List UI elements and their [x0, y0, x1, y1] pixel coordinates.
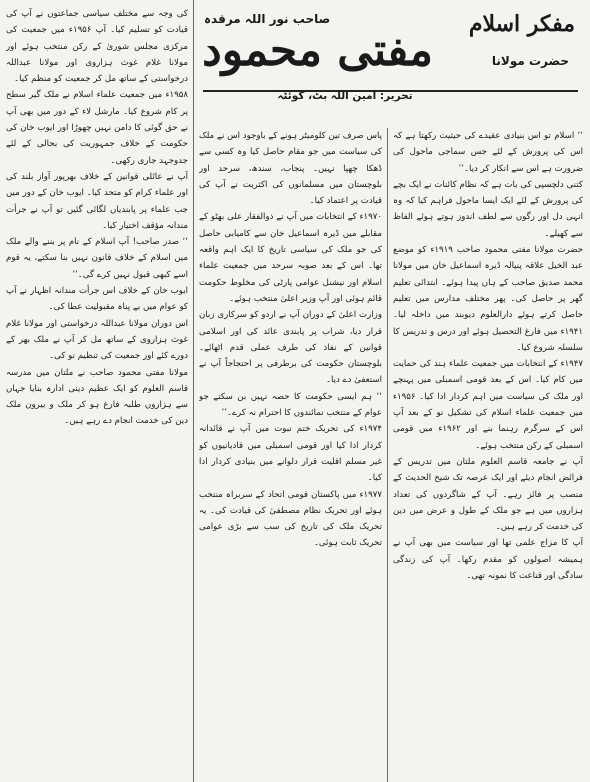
- column-middle: [199, 128, 382, 778]
- paragraph: حضرت مولانا مفتی محمود صاحب ۱۹۱۹ء کو موضع عبد الخیل علاقہ پنیالہ ڈیرہ اسماعیل خان میں مولانا محمد صدیق صاحب کے ہاں پیدا ہوئے۔ ابتدائی تعلیم گھر پر حاصل کی۔ پھر مختلف مدارس میں تعلیم حاصل کرتے ہوئے دارالعلوم دیوبند میں داخلہ لیا۔ ۱۹۴۱ء میں فارغ التحصیل ہوئے اور درس و تدریس کا سلسلہ شروع کیا۔: [393, 245, 583, 353]
- column-right: [393, 128, 583, 778]
- author-byline: تحریر: امین اللہ بٹ، کوئٹہ: [277, 90, 413, 102]
- masthead-title-line: [469, 10, 575, 38]
- paragraph: ۱۹۵۸ء میں جمعیت علماء اسلام نے ملک گیر سطح پر کام شروع کیا۔ مارشل لاء کے دور میں بھی آپ نے حق گوئی کا دامن نہیں چھوڑا اور ایوب خان کی حکومت کے خلاف جمہوریت کی بحالی کے لئے جدوجہد جاری رکھی۔: [6, 90, 188, 166]
- paragraph: وزارت اعلیٰ کے دوران آپ نے اردو کو سرکاری زبان قرار دیا، شراب پر پابندی عائد کی اور اسلامی قوانین کے نفاذ کی طرف عملی قدم اٹھائے۔ بلوچستان حکومت کی برطرفی پر احتجاجاً آپ نے استعفیٰ دے دیا۔: [199, 310, 382, 386]
- paragraph: ‘‘ صدر صاحب! آپ اسلام کے نام پر بننے والے ملک میں اسلام کے خلاف قانون نہیں بنا سکتے، یہ قوم اسے کبھی قبول نہیں کرے گی۔’’: [6, 237, 188, 280]
- paragraph: مولانا مفتی محمود صاحب نے ملتان میں مدرسہ قاسم العلوم کو ایک عظیم دینی ادارہ بنایا جہاں سے ہزاروں طلبہ فارغ ہو کر ملک و بیرون ملک دین کی خدمت انجام دے رہے ہیں۔: [6, 367, 188, 427]
- paragraph: ‘‘ اسلام تو اس بنیادی عقیدے کی حیثیت رکھتا ہے کہ اس کی پرورش کے لئے جس سماجی ماحول کی ضرورت ہے اس سے انکار کر دیا۔’’: [393, 131, 583, 174]
- column-rule-left: [193, 0, 194, 782]
- paragraph: ۱۹۷۴ء کی تحریک ختم نبوت میں آپ نے قائدانہ کردار ادا کیا اور قومی اسمبلی میں قادیانیوں کو غیر مسلم اقلیت قرار دلوانے میں بنیادی کردار ادا کیا۔: [199, 424, 382, 484]
- paragraph: آپ کا مزاج علمی تھا اور سیاست میں بھی آپ نے ہمیشہ اصولوں کو مقدم رکھا۔ آپ کی زندگی سادگی اور قناعت کا نمونہ تھی۔: [393, 538, 583, 582]
- paragraph: ۱۹۷۷ء میں پاکستان قومی اتحاد کے سربراہ منتخب ہوئے اور تحریک نظام مصطفیٰ کی قیادت کی۔ یہ تحریک ملک کی تاریخ کی سب سے بڑی عوامی تحریک ثابت ہوئی۔: [199, 489, 382, 549]
- column-rule-right: [387, 128, 388, 782]
- masthead-name: مفتی محمود: [202, 25, 433, 76]
- paragraph: ۱۹۷۰ء کے انتخابات میں آپ نے ذوالفقار علی بھٹو کے مقابلے میں ڈیرہ اسماعیل خان سے کامیابی حاصل کی جو ملک کی سیاسی تاریخ کا ایک اہم واقعہ تھا۔ اس کے بعد صوبہ سرحد میں جمعیت علماء اسلام اور نیشنل عوامی پارٹی کی مخلوط حکومت قائم ہوئی اور آپ وزیر اعلیٰ منتخب ہوئے۔: [199, 212, 382, 304]
- masthead-title-line1: مفکر اسلام: [468, 11, 575, 37]
- paragraph: اس دوران مولانا عبداللہ درخواستی اور مولانا غلام غوث ہزاروی کے ساتھ مل کر آپ نے ملک بھر کے دورے کئے اور جمعیت کی تنظیم نو کی۔: [6, 318, 188, 362]
- paragraph: ایوب خان کے خلاف اس جرأت مندانہ اظہار نے آپ کو عوام میں بے پناہ مقبولیت عطا کی۔: [6, 286, 188, 313]
- paragraph: پاس صرف تین کلومیٹر ہونے کے باوجود اس نے ملک کی سیاست میں جو مقام حاصل کیا وہ کسی سے ڈھکا چھپا نہیں۔ پنجاب، سندھ، سرحد اور بلوچستان میں مسلمانوں کی اکثریت نے آپ کی قیادت پر اعتماد کیا۔: [199, 131, 382, 207]
- paragraph: کی وجہ سے مختلف سیاسی جماعتوں نے آپ کی قیادت کو تسلیم کیا۔ آپ ۱۹۵۶ء میں جمعیت کی مرکزی مجلس شوریٰ کے رکن منتخب ہوئے اور مولانا غلام غوث ہزاروی اور مولانا عبداللہ درخواستی کے ساتھ مل کر جمعیت کو منظم کیا۔: [6, 9, 188, 85]
- paragraph: آپ نے جامعہ قاسم العلوم ملتان میں تدریس کے فرائض انجام دیئے اور ایک عرصہ تک شیخ الحدیث کے منصب پر فائز رہے۔ آپ کے شاگردوں کی تعداد ہزاروں میں ہے جو ملک کے طول و عرض میں دین کی خدمت کر رہے ہیں۔: [393, 456, 583, 533]
- masthead-subtitle: حضرت مولانا: [491, 54, 569, 68]
- paragraph: ۱۹۴۷ء کے انتخابات میں جمعیت علماء ہند کی حمایت میں کام کیا۔ اس کے بعد قومی اسمبلی میں پہنچے اور ملک کی سیاست میں اہم کردار ادا کیا۔ ۱۹۵۶ء میں جمعیت علماء اسلام کی تشکیل نو کے بعد آپ اس کے سرگرم رہنما بنے اور ۱۹۶۲ء میں قومی اسمبلی کے رکن منتخب ہوئے۔: [393, 359, 583, 451]
- paragraph: کتنی دلچسپی کی بات ہے کہ نظام کائنات نے ایک بچے کی پرورش کے لئے ایک ایسا ماحول فراہم کیا کہ وہ انہی دل اور رگوں سے لطف اندوز ہوتے ہوئے الفاظ سے کھیلے۔: [393, 179, 583, 239]
- paragraph: ‘‘ ہم ایسی حکومت کا حصہ نہیں بن سکتے جو عوام کے منتخب نمائندوں کا احترام نہ کرے۔’’: [199, 391, 382, 419]
- column-left: [6, 6, 188, 778]
- paragraph: آپ نے عائلی قوانین کے خلاف بھرپور آواز بلند کی اور علماء کرام کو متحد کیا۔ ایوب خان کے دور میں جب علماء پر پابندیاں لگائی گئیں تو آپ نے جرأت مندانہ مؤقف اختیار کیا۔: [6, 171, 188, 231]
- masthead-honorific: صاحب نور اللہ مرقدہ: [204, 12, 331, 26]
- masthead: [198, 8, 583, 86]
